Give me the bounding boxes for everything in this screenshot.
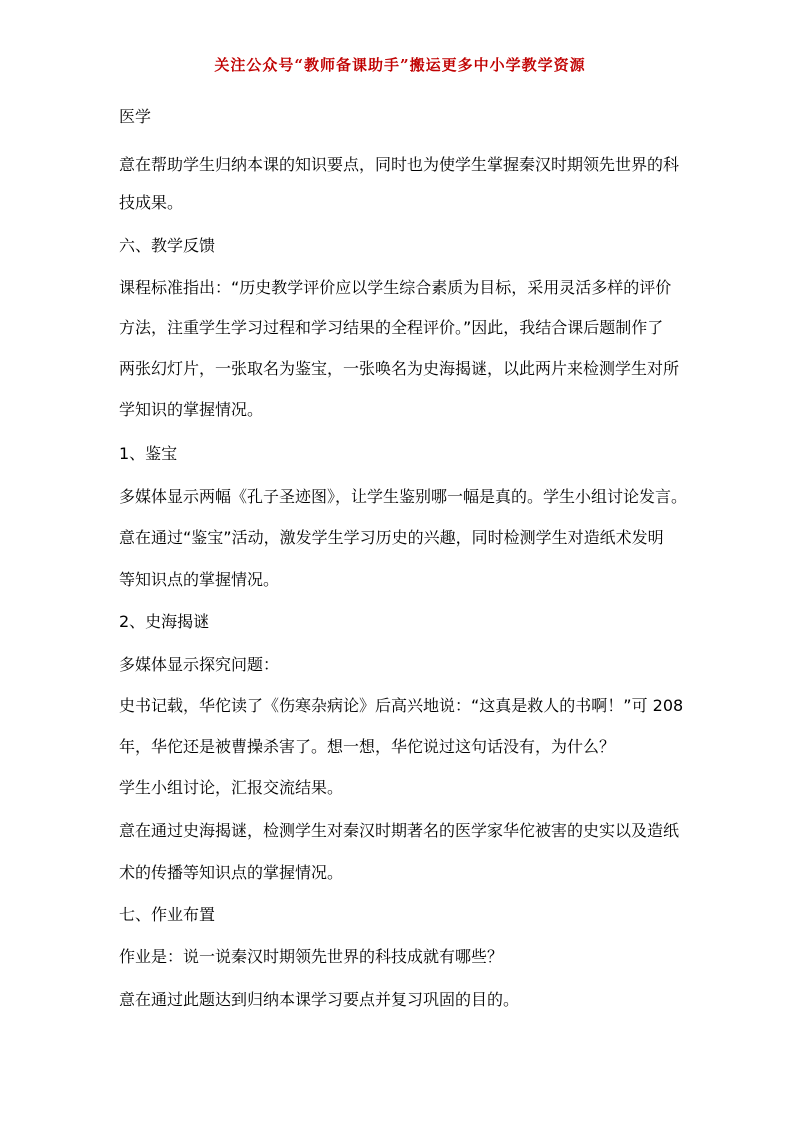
header-banner: 关注公众号“教师备课助手”搬运更多中小学教学资源 bbox=[214, 56, 586, 74]
text-line: 意在通过史海揭谜，检测学生对秦汉时期著名的医学家华佗被害的史实以及造纸 bbox=[119, 821, 680, 840]
text-line: 学知识的掌握情况。 bbox=[119, 400, 264, 419]
text-line: 学生小组讨论，汇报交流结果。 bbox=[119, 778, 344, 797]
section-heading: 六、教学反馈 bbox=[119, 236, 216, 255]
text-line: 意在通过此题达到归纳本课学习要点并复习巩固的目的。 bbox=[119, 990, 520, 1009]
text-line: 两张幻灯片，一张取名为鉴宝，一张唤名为史海揭谜，以此两片来检测学生对所 bbox=[119, 359, 680, 378]
text-line: 意在帮助学生归纳本课的知识要点，同时也为使学生掌握秦汉时期领先世界的科 bbox=[119, 155, 680, 174]
text-line: 术的传播等知识点的掌握情况。 bbox=[119, 863, 344, 882]
section-heading: 七、作业布置 bbox=[119, 905, 216, 924]
text-line: 等知识点的掌握情况。 bbox=[119, 570, 280, 589]
text-line: 作业是：说一说秦汉时期领先世界的科技成就有哪些？ bbox=[119, 947, 504, 966]
text-line: 史书记载，华佗读了《伤寒杂病论》后高兴地说：“这真是救人的书啊！”可 208 bbox=[119, 696, 684, 715]
subsection-heading: 1、鉴宝 bbox=[119, 444, 178, 463]
text-line: 多媒体显示两幅《孔子圣迹图》，让学生鉴别哪一幅是真的。学生小组讨论发言。 bbox=[119, 487, 688, 506]
text-line: 课程标准指出：“历史教学评价应以学生综合素质为目标，采用灵活多样的评价 bbox=[119, 278, 672, 297]
text-line: 多媒体显示探究问题： bbox=[119, 655, 280, 674]
text-line: 医学 bbox=[119, 107, 152, 126]
text-line: 意在通过“鉴宝”活动，激发学生学习历史的兴趣，同时检测学生对造纸术发明 bbox=[119, 528, 664, 547]
text-line: 技成果。 bbox=[119, 193, 184, 212]
subsection-heading: 2、史海揭谜 bbox=[119, 612, 210, 631]
text-line: 方法，注重学生学习过程和学习结果的全程评价。”因此，我结合课后题制作了 bbox=[119, 318, 664, 337]
text-line: 年，华佗还是被曹操杀害了。想一想，华佗说过这句话没有，为什么？ bbox=[119, 737, 616, 756]
